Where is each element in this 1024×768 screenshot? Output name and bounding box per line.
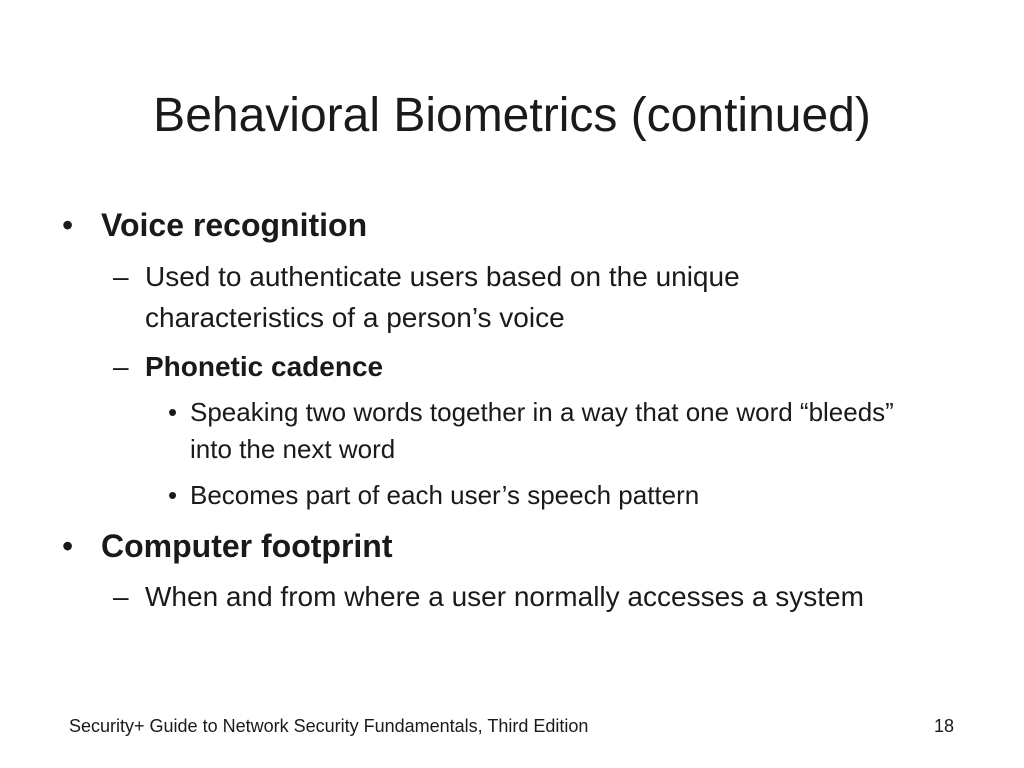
dash-marker: – xyxy=(113,351,129,382)
subitem-text: Phonetic cadence xyxy=(145,351,384,382)
footer-source: Security+ Guide to Network Security Fundamentals, Third Edition xyxy=(69,716,589,736)
slide-title: Behavioral Biometrics (continued) xyxy=(153,89,871,142)
dash-marker: – xyxy=(113,261,129,292)
bullet-text: Voice recognition xyxy=(101,207,368,243)
subitem-text: When and from where a user normally accesses a system xyxy=(145,581,864,612)
dash-marker: – xyxy=(113,581,129,612)
subsubitem-text: Becomes part of each user’s speech pattern xyxy=(190,480,700,510)
slide-footer xyxy=(0,714,1024,738)
bullet-marker: • xyxy=(62,528,74,564)
bullet-marker: • xyxy=(62,207,74,243)
subsubitem-text: Speaking two words together in a way that one word “bleeds” into the next word xyxy=(190,397,894,464)
page-number: 18 xyxy=(933,716,954,736)
bullet-text: Computer footprint xyxy=(101,528,393,564)
bullet-marker: • xyxy=(168,397,178,427)
bullet-marker: • xyxy=(168,480,178,510)
subitem-text: Used to authenticate users based on the unique characteristics of a person’s voice xyxy=(145,261,740,333)
